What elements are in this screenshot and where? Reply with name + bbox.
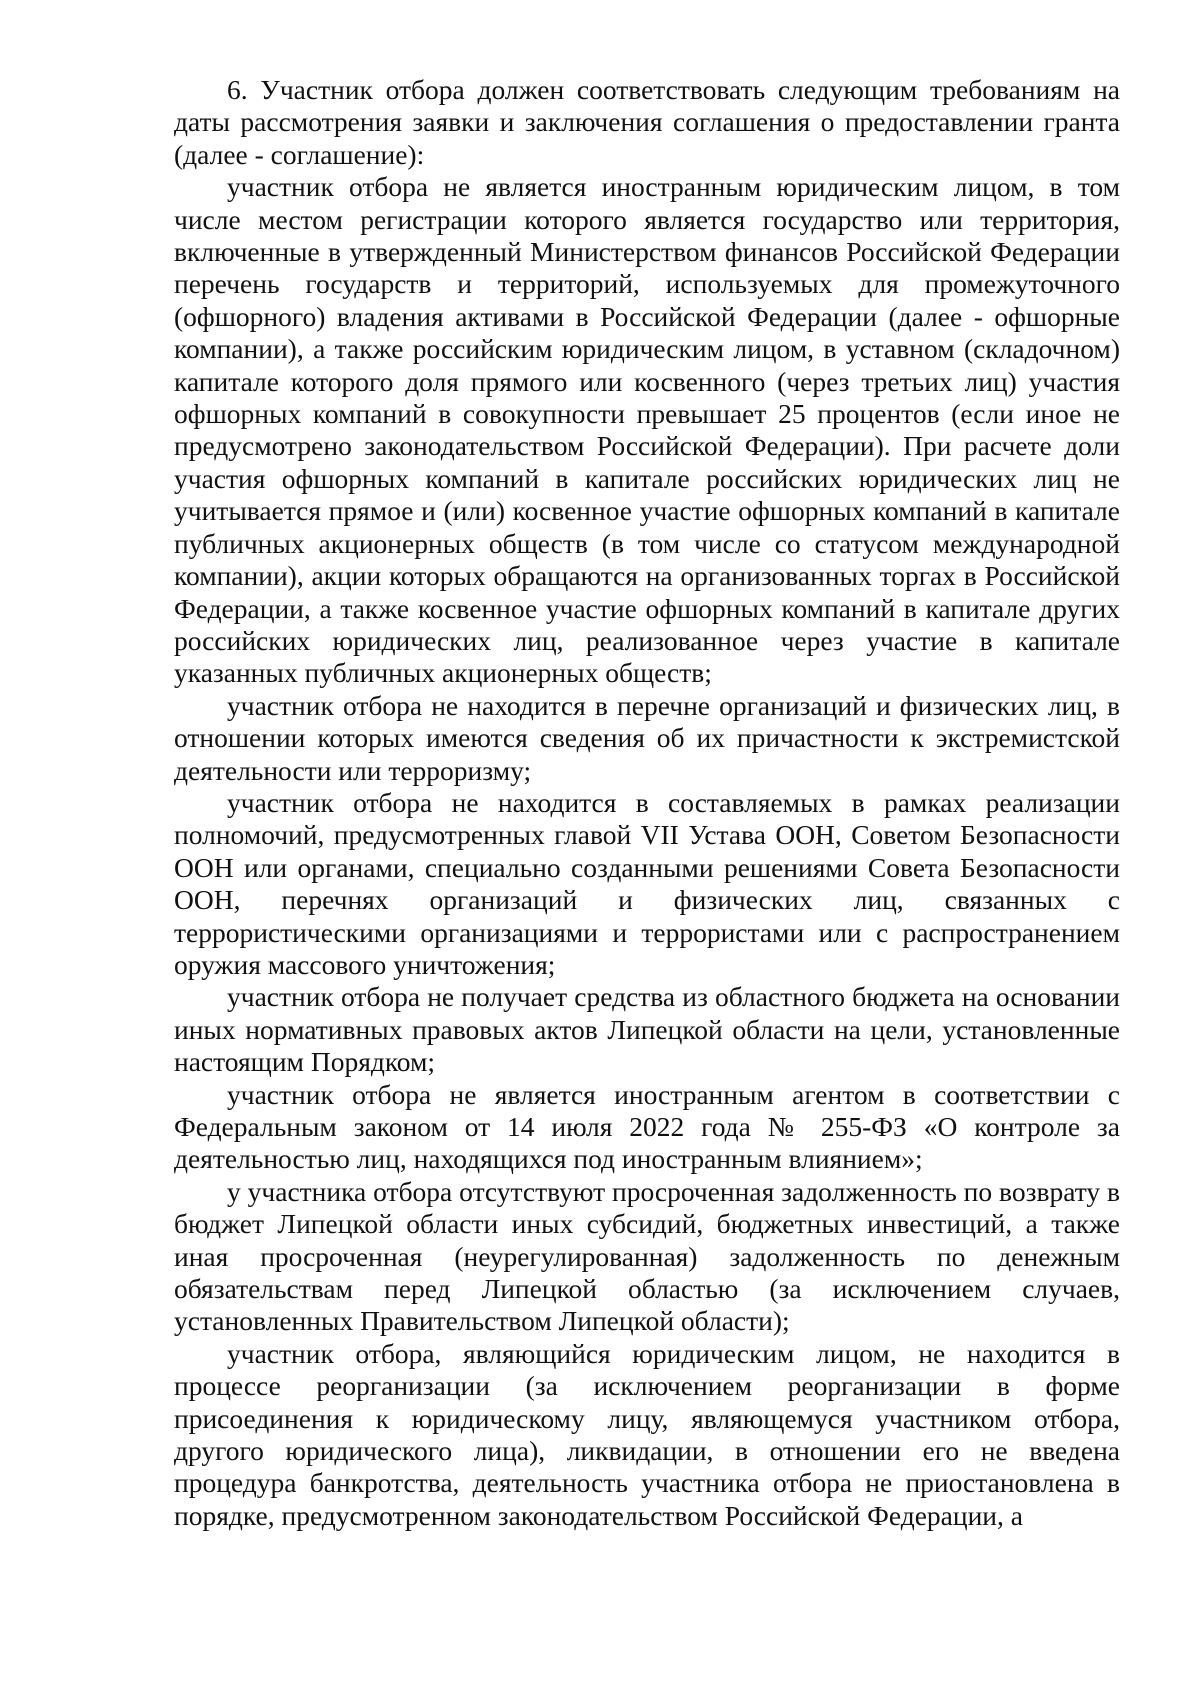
paragraph-overdue-debt: у участника отбора отсутствуют просроченная задолженность по возврату в бюджет Липецкой области иных субсидий, бюджетных инвестиций, а также иная просроченная (неурегулированная) задолженность по денежным обязательствам перед Липецкой областью (за исключением случаев, установленных Правительством Липецкой области); xyxy=(174,1175,1120,1337)
paragraph-extremism-list: участник отбора не находится в перечне организаций и физических лиц, в отношении которых имеются сведения об их причастности к экстремистской деятельности или терроризму; xyxy=(174,689,1120,786)
paragraph-requirements-intro: 6. Участник отбора должен соответствовать следующим требованиям на даты рассмотрения заявки и заключения соглашения о предоставлении гранта (далее - соглашение): xyxy=(174,74,1120,170)
paragraph-offshore-requirement: участник отбора не является иностранным юридическим лицом, в том числе местом регистрации которого является государство или территория, включенные в утвержденный Министерством финансов Российской Федерации перечень государств и территорий, используемых для промежуточного (офшорного) владения активами в Российской Федерации (далее - офшорные компании), а также российским юридическим лицом, в уставном (складочном) капитале которого доля прямого или косвенного (через третьих лиц) участия офшорных компаний в совокупности превышает 25 процентов (если иное не предусмотрено законодательством Российской Федерации). При расчете доли участия офшорных компаний в капитале российских юридических лиц не учитывается прямое и (или) косвенное участие офшорных компаний в капитале публичных акционерных обществ (в том числе со статусом международной компании), акции которых обращаются на организованных торгах в Российской Федерации, а также косвенное участие офшорных компаний в капитале других российских юридических лиц, реализованное через участие в капитале указанных публичных акционерных обществ; xyxy=(174,171,1120,689)
paragraph-regional-budget-funds: участник отбора не получает средства из областного бюджета на основании иных нормативных правовых актов Липецкой области на цели, установленные настоящим Порядком; xyxy=(174,981,1120,1078)
document-body xyxy=(174,74,1120,1532)
paragraph-foreign-agent: участник отбора не является иностранным агентом в соответствии с Федеральным законом от 14 июля 2022 года № 255-ФЗ «О контроле за деятельностью лиц, находящихся под иностранным влиянием»; xyxy=(174,1078,1120,1175)
paragraph-reorganization-liquidation: участник отбора, являющийся юридическим лицом, не находится в процессе реорганизации (за исключением реорганизации в форме присоединения к юридическому лицу, являющемуся участником отбора, другого юридического лица), ликвидации, в отношении его не введена процедура банкротства, деятельность участника отбора не приостановлена в порядке, предусмотренном законодательством Российской Федерации, а xyxy=(174,1337,1120,1531)
paragraph-un-security-council-lists: участник отбора не находится в составляемых в рамках реализации полномочий, предусмотренных главой VII Устава ООН, Советом Безопасности ООН или органами, специально созданными решениями Совета Безопасности ООН, перечнях организаций и физических лиц, связанных с террористическими организациями и террористами или с распространением оружия массового уничтожения; xyxy=(174,786,1120,980)
